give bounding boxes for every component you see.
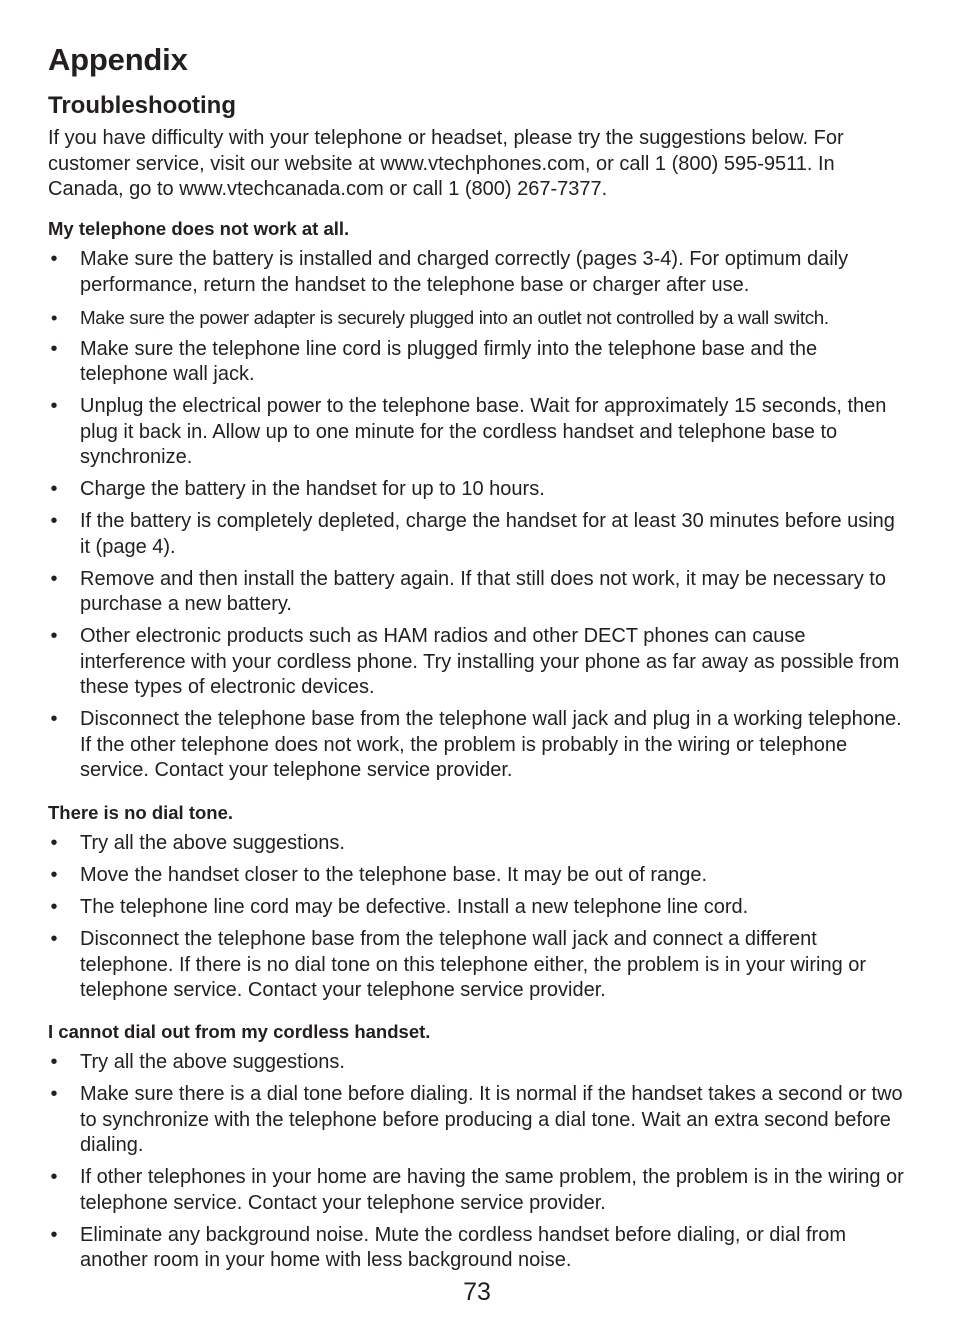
list-item-text: If other telephones in your home are having the same problem, the problem is in the wiring or telephone service. Contact your telephone service provider.: [80, 1166, 904, 1214]
bullet-icon: •: [50, 1223, 58, 1246]
list-item: [48, 863, 908, 889]
list-item-text: The telephone line cord may be defective. Install a new telephone line cord.: [80, 896, 749, 918]
bullet-icon: •: [50, 1166, 58, 1188]
bullet-icon: •: [50, 567, 58, 590]
list-item: [48, 1082, 908, 1159]
list-item-text: Make sure there is a dial tone before dialing. It is normal if the handset takes a second or two to synchronize with the telephone before producing a dial tone. Wait an extra second before dialing.: [80, 1083, 903, 1156]
list-item-text: If the battery is completely depleted, charge the handset for at least 30 minutes before using it (page 4).: [80, 510, 895, 558]
bullet-icon: •: [50, 625, 58, 647]
intro-paragraph: If you have difficulty with your telephone or headset, please try the suggestions below. For customer service, visit our website at www.vtechphones.com, or call 1 (800) 595-9511. In Canada, go to www.vtechcanada.com or call 1 (800) 267-7377.: [48, 127, 844, 200]
list-item-text: Make sure the power adapter is securely plugged into an outlet not controlled by a wall switch.: [80, 306, 829, 328]
bullet-icon: •: [50, 248, 58, 270]
list-item-text: Move the handset closer to the telephone base. It may be out of range.: [80, 864, 708, 886]
list-item: [48, 305, 908, 331]
list-item: [48, 1223, 908, 1274]
bullet-icon: •: [50, 1051, 58, 1073]
suggestion-list: [48, 831, 908, 1004]
page-title: Appendix: [48, 42, 188, 77]
list-item: [48, 895, 908, 921]
topic-heading: I cannot dial out from my cordless handset.: [48, 1021, 431, 1042]
list-item-text: Other electronic products such as HAM radios and other DECT phones can cause interference with your cordless phone. Try installing your phone as far away as possible from these types of electronic devices.: [80, 625, 900, 698]
bullet-icon: •: [50, 478, 58, 500]
list-item: [48, 394, 908, 471]
bullet-icon: •: [50, 1083, 58, 1105]
list-item-text: Try all the above suggestions.: [80, 832, 345, 854]
topic-cannot-dial-out: [48, 1020, 908, 1280]
bullet-icon: •: [50, 510, 58, 532]
list-item: [48, 1050, 908, 1076]
topic-heading: There is no dial tone.: [48, 802, 234, 823]
topic-heading: My telephone does not work at all.: [48, 218, 350, 239]
page-number: 73: [463, 1278, 491, 1306]
list-item-text: Remove and then install the battery again. If that still does not work, it may be necessary to purchase a new battery.: [80, 567, 886, 615]
bullet-icon: •: [50, 306, 58, 328]
list-item-text: Make sure the telephone line cord is plugged firmly into the telephone base and the telephone wall jack.: [80, 337, 818, 385]
list-item-text: Unplug the electrical power to the telephone base. Wait for approximately 15 seconds, then plug it back in. Allow up to one minute for the cordless handset and telephone base to synchronize.: [80, 395, 887, 468]
list-item: [48, 247, 908, 298]
bullet-icon: •: [50, 395, 58, 417]
bullet-icon: •: [50, 896, 58, 918]
topic-telephone-not-working: [48, 217, 908, 790]
section-title: Troubleshooting: [48, 92, 236, 119]
bullet-icon: •: [50, 708, 58, 730]
list-item: [48, 509, 908, 560]
list-item-text: Disconnect the telephone base from the telephone wall jack and plug in a working telephone. If the other telephone does not work, the problem is probably in the wiring or telephone service. Contact your telephone service provider.: [80, 708, 902, 781]
bullet-icon: •: [50, 864, 58, 886]
list-item: [48, 1165, 908, 1216]
list-item: [48, 337, 908, 388]
list-item: [48, 707, 908, 784]
list-item: [48, 477, 908, 503]
list-item-text: Make sure the battery is installed and charged correctly (pages 3-4). For optimum daily performance, return the handset to the telephone base or charger after use.: [80, 248, 849, 296]
topic-no-dial-tone: [48, 801, 908, 1010]
bullet-icon: •: [50, 337, 58, 360]
list-item: [48, 831, 908, 857]
list-item-text: Try all the above suggestions.: [80, 1051, 345, 1073]
list-item-text: Charge the battery in the handset for up to 10 hours.: [80, 478, 545, 500]
list-item: [48, 927, 908, 1004]
list-item: [48, 567, 908, 618]
list-item: [48, 624, 908, 701]
bullet-icon: •: [50, 832, 58, 854]
list-item-text: Eliminate any background noise. Mute the cordless handset before dialing, or dial from another room in your home with less background noise.: [80, 1223, 846, 1271]
suggestion-list: [48, 247, 908, 784]
bullet-icon: •: [50, 928, 58, 950]
suggestion-list: [48, 1050, 908, 1274]
list-item-text: Disconnect the telephone base from the telephone wall jack and connect a different telephone. If there is no dial tone on this telephone either, the problem is in your wiring or telephone service. Contact your telephone service provider.: [80, 928, 867, 1001]
